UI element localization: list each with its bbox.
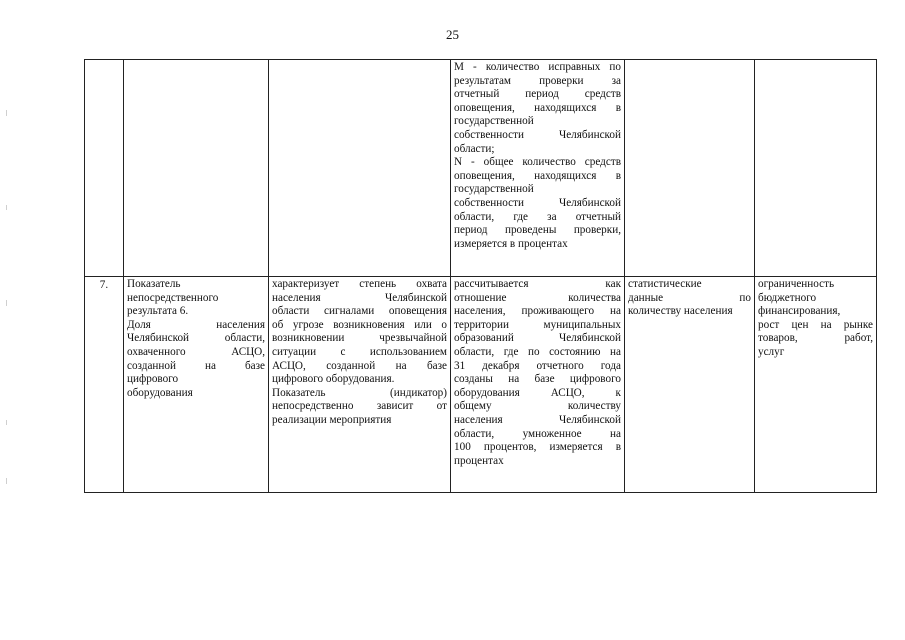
scan-edge-mark bbox=[6, 420, 7, 425]
cell-indicator-name bbox=[124, 277, 269, 493]
text-line: рассчитывается как bbox=[454, 278, 621, 290]
text-line: непосредственно зависит от bbox=[272, 400, 447, 413]
text-line: населения Челябинской bbox=[272, 291, 447, 304]
cell-formula bbox=[451, 60, 625, 277]
text-line: данные по bbox=[628, 291, 751, 304]
text-line: ограниченность bbox=[758, 278, 835, 290]
cell-row-number: 7. bbox=[85, 277, 124, 493]
text-line: возникновении чрезвычайной bbox=[272, 332, 447, 345]
cell-indicator-description bbox=[269, 277, 451, 493]
text-line: M - количество исправных по bbox=[454, 61, 621, 73]
table-row-indicator-7 bbox=[85, 277, 877, 493]
cell-risks-empty bbox=[755, 60, 877, 277]
text-line: оборудования bbox=[127, 386, 193, 399]
cell-name-empty bbox=[124, 60, 269, 277]
table-row-continuation bbox=[85, 60, 877, 277]
text-line: охваченного АСЦО, bbox=[127, 345, 265, 358]
text-line: Челябинской области, bbox=[127, 332, 265, 345]
text-line: АСЦО, созданной на базе bbox=[272, 359, 447, 372]
text-line: количеству населения bbox=[628, 305, 733, 318]
text-line: созданы на базе цифрового bbox=[454, 373, 621, 386]
text-line: N - общее количество средств bbox=[454, 156, 621, 169]
text-line: общему количеству bbox=[454, 400, 621, 413]
text-line: бюджетного bbox=[758, 291, 817, 304]
text-line: ситуации с использованием bbox=[272, 345, 447, 358]
cell-num-empty bbox=[85, 60, 124, 277]
indicator-table bbox=[84, 59, 877, 493]
text-line: территории муниципальных bbox=[454, 318, 621, 331]
text-line: созданной на базе bbox=[127, 359, 265, 372]
text-line: измеряется в процентах bbox=[454, 237, 568, 250]
text-line: государственной bbox=[454, 183, 534, 196]
text-line: отношение количества bbox=[454, 291, 621, 304]
text-line: отчетный период средств bbox=[454, 88, 621, 101]
text-line: области, где по состоянию на bbox=[454, 345, 621, 358]
text-line: образований Челябинской bbox=[454, 332, 621, 345]
text-line: характеризует степень охвата bbox=[272, 278, 447, 290]
text-line: непосредственного bbox=[127, 291, 219, 304]
text-line: населения Челябинской bbox=[454, 413, 621, 426]
text-line: оповещения, находящихся в bbox=[454, 169, 621, 182]
text-line: Доля населения bbox=[127, 318, 265, 331]
text-line: финансирования, bbox=[758, 305, 841, 318]
text-line: реализации мероприятия bbox=[272, 413, 392, 426]
text-line: области; bbox=[454, 142, 495, 155]
text-line: области сигналами оповещения bbox=[272, 305, 447, 318]
text-line: области, умноженное на bbox=[454, 427, 621, 440]
text-line: Показатель bbox=[127, 278, 181, 290]
scan-edge-mark bbox=[6, 478, 7, 484]
text-line: цифрового оборудования. bbox=[272, 373, 395, 386]
scan-edge-mark bbox=[6, 205, 7, 210]
text-line: 31 декабря отчетного года bbox=[454, 359, 621, 372]
cell-data-source bbox=[625, 277, 755, 493]
text-line: рост цен на рынке bbox=[758, 318, 873, 331]
text-line: результата 6. bbox=[127, 305, 189, 318]
text-line: товаров, работ, bbox=[758, 332, 873, 345]
cell-calculation-method bbox=[451, 277, 625, 493]
text-line: процентах bbox=[454, 454, 504, 467]
text-line: период проведены проверки, bbox=[454, 224, 621, 237]
text-line: оборудования АСЦО, к bbox=[454, 386, 621, 399]
text-line: результатам проверки за bbox=[454, 74, 621, 87]
text-line: собственности Челябинской bbox=[454, 196, 621, 209]
text-line: населения, проживающего на bbox=[454, 305, 621, 318]
text-line: 100 процентов, измеряется в bbox=[454, 441, 621, 454]
text-line: государственной bbox=[454, 115, 534, 128]
text-line: оповещения, находящихся в bbox=[454, 101, 621, 114]
cell-source-empty bbox=[625, 60, 755, 277]
page-number: 25 bbox=[446, 27, 459, 42]
text-line: услуг bbox=[758, 345, 785, 358]
scan-edge-mark bbox=[6, 300, 7, 306]
text-line: об угрозе возникновения или о bbox=[272, 318, 447, 331]
cell-description-empty bbox=[269, 60, 451, 277]
text-line: собственности Челябинской bbox=[454, 128, 621, 141]
cell-risk-factors bbox=[755, 277, 877, 493]
text-line: цифрового bbox=[127, 373, 179, 386]
text-line: Показатель (индикатор) bbox=[272, 386, 447, 399]
scan-edge-mark bbox=[6, 110, 7, 116]
text-line: статистические bbox=[628, 278, 702, 290]
text-line: области, где за отчетный bbox=[454, 210, 621, 223]
